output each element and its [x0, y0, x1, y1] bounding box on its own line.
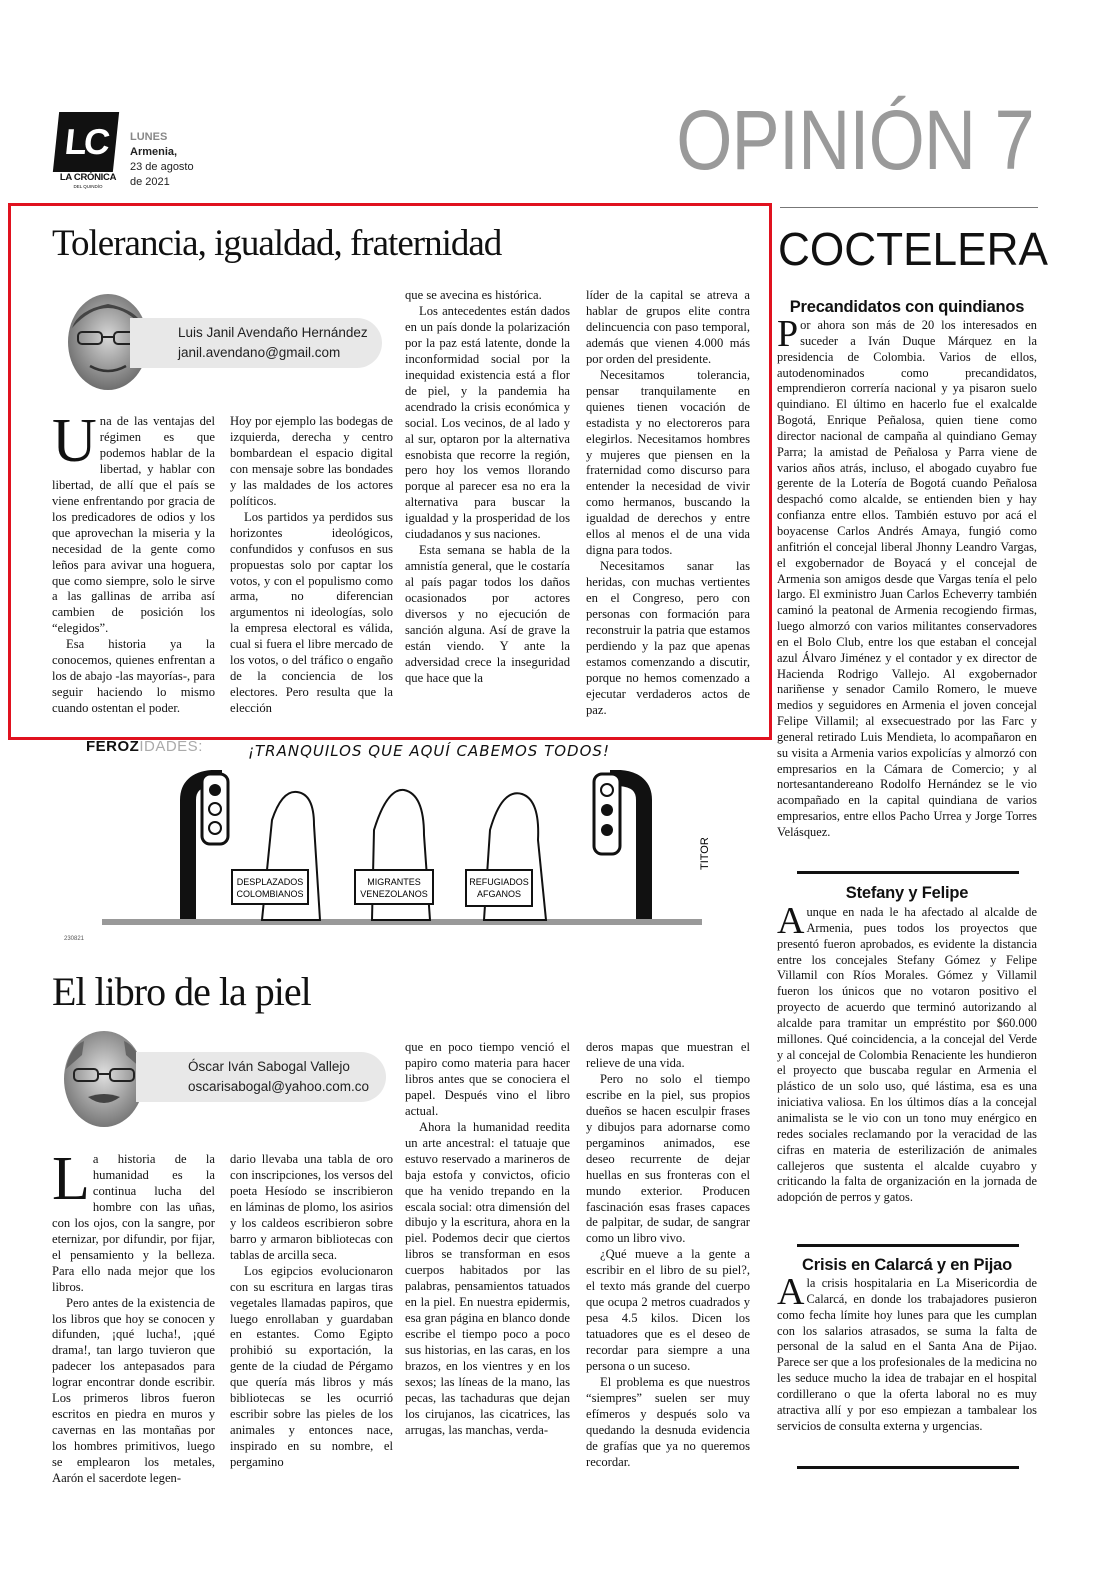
- dropcap: U: [52, 407, 97, 475]
- article2-title: El libro de la piel: [52, 969, 311, 1014]
- cartoon-drawing: [52, 730, 752, 960]
- paragraph: Ahora la humanidad reedita un arte ancestral: el tatuaje que estuvo reservado a marineros de baja estofa y convictos, oficio que ha venido trepando en la escala social: otra dimensión del dibujo y la escritura, ahora en la piel. Podemos decir que ciertos libros se transforman en esos cuerpos habitados por las palabras, pensamientos tatuados en la piel. En nuestra epidermis, esa gran página en blanco donde escribe el tiempo poco a poco sus historias, en las caras, en los brazos, en los vientres y en los sexos; las líneas de la mano, las pecas, las tachaduras que dejan los cirujanos, las cicatrices, las arrugas, las manchas, verda-: [405, 1119, 570, 1437]
- paragraph: Hoy por ejemplo las bodegas de izquierda, derecha y centro bombardean el espacio digital con mensaje sobre las bondades y las maldades de los actores políticos.: [230, 414, 393, 508]
- article1-column-3: [405, 288, 570, 687]
- sidebar-item3-heading: Crisis en Calarcá y en Pijao: [802, 1256, 1012, 1274]
- article1-title: Tolerancia, igualdad, fraternidad: [52, 223, 502, 264]
- article2-column-1: [52, 1145, 215, 1487]
- article1-column-1: [52, 407, 215, 717]
- paragraph: deros mapas que muestran el relieve de una vida.: [586, 1040, 750, 1070]
- paragraph: dario llevaba una tabla de oro con inscripciones, los versos del poeta Hesíodo se inscribieron en láminas de plomo, los asirios y los caldeos escribieron sobre barro y armaron bibliotecas con tablas de arcilla seca.: [230, 1152, 393, 1262]
- date-block: [130, 130, 194, 190]
- paragraph: Necesitamos tolerancia, pensar tranquilamente en quienes tienen vocación de estadista y no electoreros para elegirlos. Necesitamos hombres y mujeres que piensen en la fraternidad como discurso para entender la necesidad de vivir como hermanos, buscando la igualdad de derechos y entre ellos al menos el de una vida digna para todos.: [586, 367, 750, 558]
- paragraph: Los egipcios evolucionaron con su escritura en largas tiras vegetales llamadas papiros, que luego enrollaban y guardaban en estantes. Como Egipto prohibió su exportación, la gente de la ciudad de Pérgamo que quería más libros y más bibliotecas se les ocurrió escribir sobre las pieles de los animales y entonces nace, inspirado en su nombre, el pergamino: [230, 1263, 393, 1470]
- paragraph: Una de las ventajas del régimen es que podemos hablar de la libertad, y hablar con libertad, de allí que el país se viene enfrentando por gracia de los predicadores de odios y los que aprovechan la miseria y la necesidad de la gente como leños para avivar una hoguera, que como siempre, solo le sirve a las gallinas de arriba así cambien de posición los “elegidos”.: [52, 407, 215, 636]
- dropcap: A: [777, 1271, 805, 1313]
- sidebar-title: COCTELERA: [778, 223, 1048, 275]
- logo-mark: LC: [53, 112, 119, 172]
- author1-box: [130, 318, 382, 368]
- sidebar-divider: [797, 1244, 1019, 1247]
- date-line-1: 23 de agosto: [130, 161, 194, 173]
- date-line-2: de 2021: [130, 176, 170, 188]
- sidebar-item3-text: A la crisis hospitalaria en La Misericordia de Calarcá, en donde los trabajadores pusieron como fecha límite hoy lunes para que les cumplan con los salarios atrasados, se suma la falta de personal de la salud en el Santa Ana de Pijao. Parece ser que a los profesionales de la medicina no les seduce mucho la idea de trabajar en el hospital cordillerano o que la oferta laboral no es muy atractiva allí y por eso empiezan a tambalear los servicios de consulta externa y urgencias.: [777, 1271, 1037, 1433]
- article2-column-2: [230, 1152, 393, 1471]
- section-title: OPINIÓN 7: [676, 93, 1034, 187]
- cartoon-brand: FEROZIDADES:: [86, 738, 203, 755]
- author2-email[interactable]: oscarisabogal@yahoo.com.co: [188, 1079, 370, 1094]
- sidebar-divider: [797, 1466, 1019, 1469]
- author2-box: [136, 1052, 386, 1102]
- sidebar-item2-text: Aunque en nada le ha afectado al alcalde de Armenia, pues todos los proyectos que presentó fueron aprobados, es evidente la distancia entre los concejales Stefany Gómez y Felipe Villamil con Ríos Morales. Gómez y Villamil fueron los únicos que no votaron positivo el proyecto de acuerdo que terminó autorizando al alcalde para tramitar un empréstito por $60.000 millones. Qué coincidencia, a la concejal del Verde y al concejal de Colombia Renaciente les hundieron el proyecto que buscaba regular en Armenia el plástico de un solo uso, qué lástima, esa es una iniciativa valiosa. En los últimos días a la concejal animalista se le vio con un tono muy enérgico en redes sociales reclamando por la veracidad de las cifras en materia de esterilización de animales callejeros que sustenta el alcalde cuyabro y criticando la falta de organización en la jornada de adopción de perros y gatos.: [777, 900, 1037, 1205]
- cartoon-caption: ¡TRANQUILOS QUE AQUÍ CABEMOS TODOS!: [248, 742, 610, 760]
- dropcap: P: [777, 313, 799, 355]
- paragraph: ¿Qué mueve a la gente a escribir en el libro de su piel?, el texto más grande del cuerpo que ocupa 2 metros cuadrados y pesa 4.5 kilos. Dicen los tatuadores que es el deseo de recordar para siempre a una persona o un suceso.: [586, 1247, 750, 1374]
- sign-1-line-1: DESPLAZADOS: [236, 877, 304, 887]
- dropcap: A: [777, 900, 805, 942]
- paragraph: Los partidos ya perdidos sus horizontes ideológicos, confundidos y confusos en sus propuestas solo por captar los votos, y con el populismo como arma, no diferencian argumentos ni ideologías, solo la empresa electoral es válida, cual si fuera el libre mercado de los votos, o del tráfico o engaño de la conciencia de los electores. Pero resulta que la elección: [230, 509, 393, 716]
- paragraph: que en poco tiempo venció el papiro como materia para hacer libros antes que se conociera el papel. Después vino el libro actual.: [405, 1040, 570, 1118]
- weekday: LUNES: [130, 131, 168, 143]
- paragraph: Pero no solo el tiempo escribe en la piel, sus propios dueños se hacen esculpir frases y dibujos para adornarse como pergaminos animados, ese deseo recurrente de dejar huellas en sus fronteras con el mundo exterior. Producen fascinación esas frases capaces de palpitar, de sudar, de sangrar como un libro vivo.: [586, 1071, 750, 1246]
- cartoon-date-stamp: 230821: [64, 936, 85, 942]
- sign-2-line-2: VENEZOLANOS: [360, 889, 428, 899]
- sidebar-item1-text: Por ahora son más de 20 los interesados en suceder a Iván Duque Márquez en la presidencia de Colombia. Varios de ellos, autodenominados como precandidatos, emprendieron correría nacional y ya pisaron suelo quindiano. El último en hacerlo fue el exalcalde Bogotá, Enrique Peñalosa, quien tiene como director nacional de campaña al quindiano Gemay Parra; la amistad de Peñalosa y Parra viene de varios años atrás, incluso, el abogado cuyabro fue gerente de la Lotería de Bogotá cuando Peñalosa despachó como alcalde, se entienden bien y hay confianza entre ellos. También estuvo por acá el boyacense Carlos Andrés Amaya, fungió como anfitrión el concejal liberal Jhonny Leandro Vargas, el exgobernador de Boyacá y el concejal de Armenia son amigos desde que Vargas tenía el pelo largo. El exministro Juan Carlos Echeverry también caminó la peatonal de Armenia recogiendo firmas, luego almorzó con varios militantes conservadores en el Bolo Club, entre los que estaban el concejal azul Álvaro Jiménez y el contador y ex director de Hacienda Rodrigo Vallejo. Al exgobernador nariñense y senador Camilo Romero, le mueve medios y seguidores en Armenia el joven concejal Felipe Villamil; al exsecuestrado por las Farc y general retirado Luis Mendieta, lo acompañaron en su visita a Armenia varios expolicías y almorzó con empresarios en la Cámara de Comercio; y al nortesantandereano Rodolfo Hernández se le vio acompañado en la capital quindiana de varios empresarios, entre ellos Pacho Urrea y Jorge Torres Velásquez.: [777, 313, 1037, 839]
- paragraph: Pero antes de la existencia de los libros que hoy se conocen y difunden, ¡qué lucha!, ¡qué drama!, tan largo tuvieron que padecer los antepasados para lograr encontrar donde escribir. Los primeros libros fueron escritos en piedra en muros y cavernas en las montañas por los hombres primitivos, luego se emplearon los metales, Aarón el sacerdote legen-: [52, 1295, 215, 1486]
- paragraph: Los antecedentes están dados en un país donde la polarización por la paz está latente, donde la inconformidad social por la inequidad existencia está a flor de piel, y la pandemia ha acendrado la crisis económica y social. Los vecinos, de al lado y al sur, optaron por la alternativa esnobista que recorre la región, pero hoy los vemos llorando porque al parecer esa no era la alternativa para buscar la igualdad y la prosperidad de los ciudadanos y sus naciones.: [405, 303, 570, 542]
- newspaper-logo: [52, 112, 120, 192]
- paragraph: La historia de la humanidad es la continua lucha del hombre con las uñas, con los ojos, con la sangre, por eternizar, por difundir, por fijar, el pensamiento y la belleza. Para ello nada mejor que los libros.: [52, 1145, 215, 1294]
- paragraph: El problema es que nuestros “siempres” suelen ser muy efímeros y después solo va quedando la desnuda evidencia de grafías que ya no queremos recordar.: [586, 1375, 750, 1469]
- cartoonist-signature: TITOR: [699, 837, 711, 870]
- article1-column-2: [230, 414, 393, 717]
- sign-3-line-1: REFUGIADOS: [469, 877, 529, 887]
- paragraph: Esa historia ya la conocemos, quienes enfrentan a los de abajo -las mayorías-, para seguir haciendo lo mismo cuando ostentan el poder.: [52, 637, 215, 716]
- sign-2-line-1: MIGRANTES: [367, 877, 421, 887]
- paragraph: Esta semana se habla de la amnistía general, que le costaría al país pagar todos los daños ocasionados por actores diversos y no ejecución de sanción alguna. Así de grave la están viendo. Y ante la adversidad crece la inseguridad que hace que la: [405, 543, 570, 685]
- logo-subtitle: DEL QUINDÍO: [73, 184, 103, 189]
- sign-3-line-2: AFGANOS: [476, 889, 522, 899]
- sidebar-item2-heading: Stefany y Felipe: [845, 884, 969, 902]
- author1-name: Luis Janil Avendaño Hernández: [178, 325, 368, 340]
- paragraph: líder de la capital se atreva a hablar de grupos elite contra delincuencia con paso temporal, además que vienen 4.000 más por orden del presidente.: [586, 288, 750, 366]
- author2-name: Óscar Iván Sabogal Vallejo: [188, 1059, 350, 1074]
- city: Armenia,: [130, 146, 178, 158]
- sidebar-item1-heading: Precandidatos con quindianos: [789, 298, 1025, 316]
- author1-email[interactable]: janil.avendano@gmail.com: [178, 345, 341, 360]
- article2-column-3: [405, 1040, 570, 1439]
- paragraph: Necesitamos sanar las heridas, con muchas vertientes en el Congreso, pero con personas con formación para reconstruir la patria que estamos perdiendo y la paz que apenas estamos comenzando a discutir, porque no hemos comenzado a ejecutar verdaderos actos de paz.: [586, 559, 750, 717]
- article2-column-4: [586, 1040, 750, 1471]
- sign-1-line-2: COLOMBIANOS: [236, 889, 304, 899]
- paragraph: que se avecina es histórica.: [405, 288, 542, 302]
- article1-column-4: [586, 288, 750, 719]
- editorial-cartoon: [52, 730, 752, 960]
- sidebar-divider: [797, 871, 1019, 874]
- dropcap: L: [52, 1145, 90, 1213]
- logo-name: LA CRÓNICA: [59, 172, 117, 183]
- section-divider: [780, 207, 1038, 208]
